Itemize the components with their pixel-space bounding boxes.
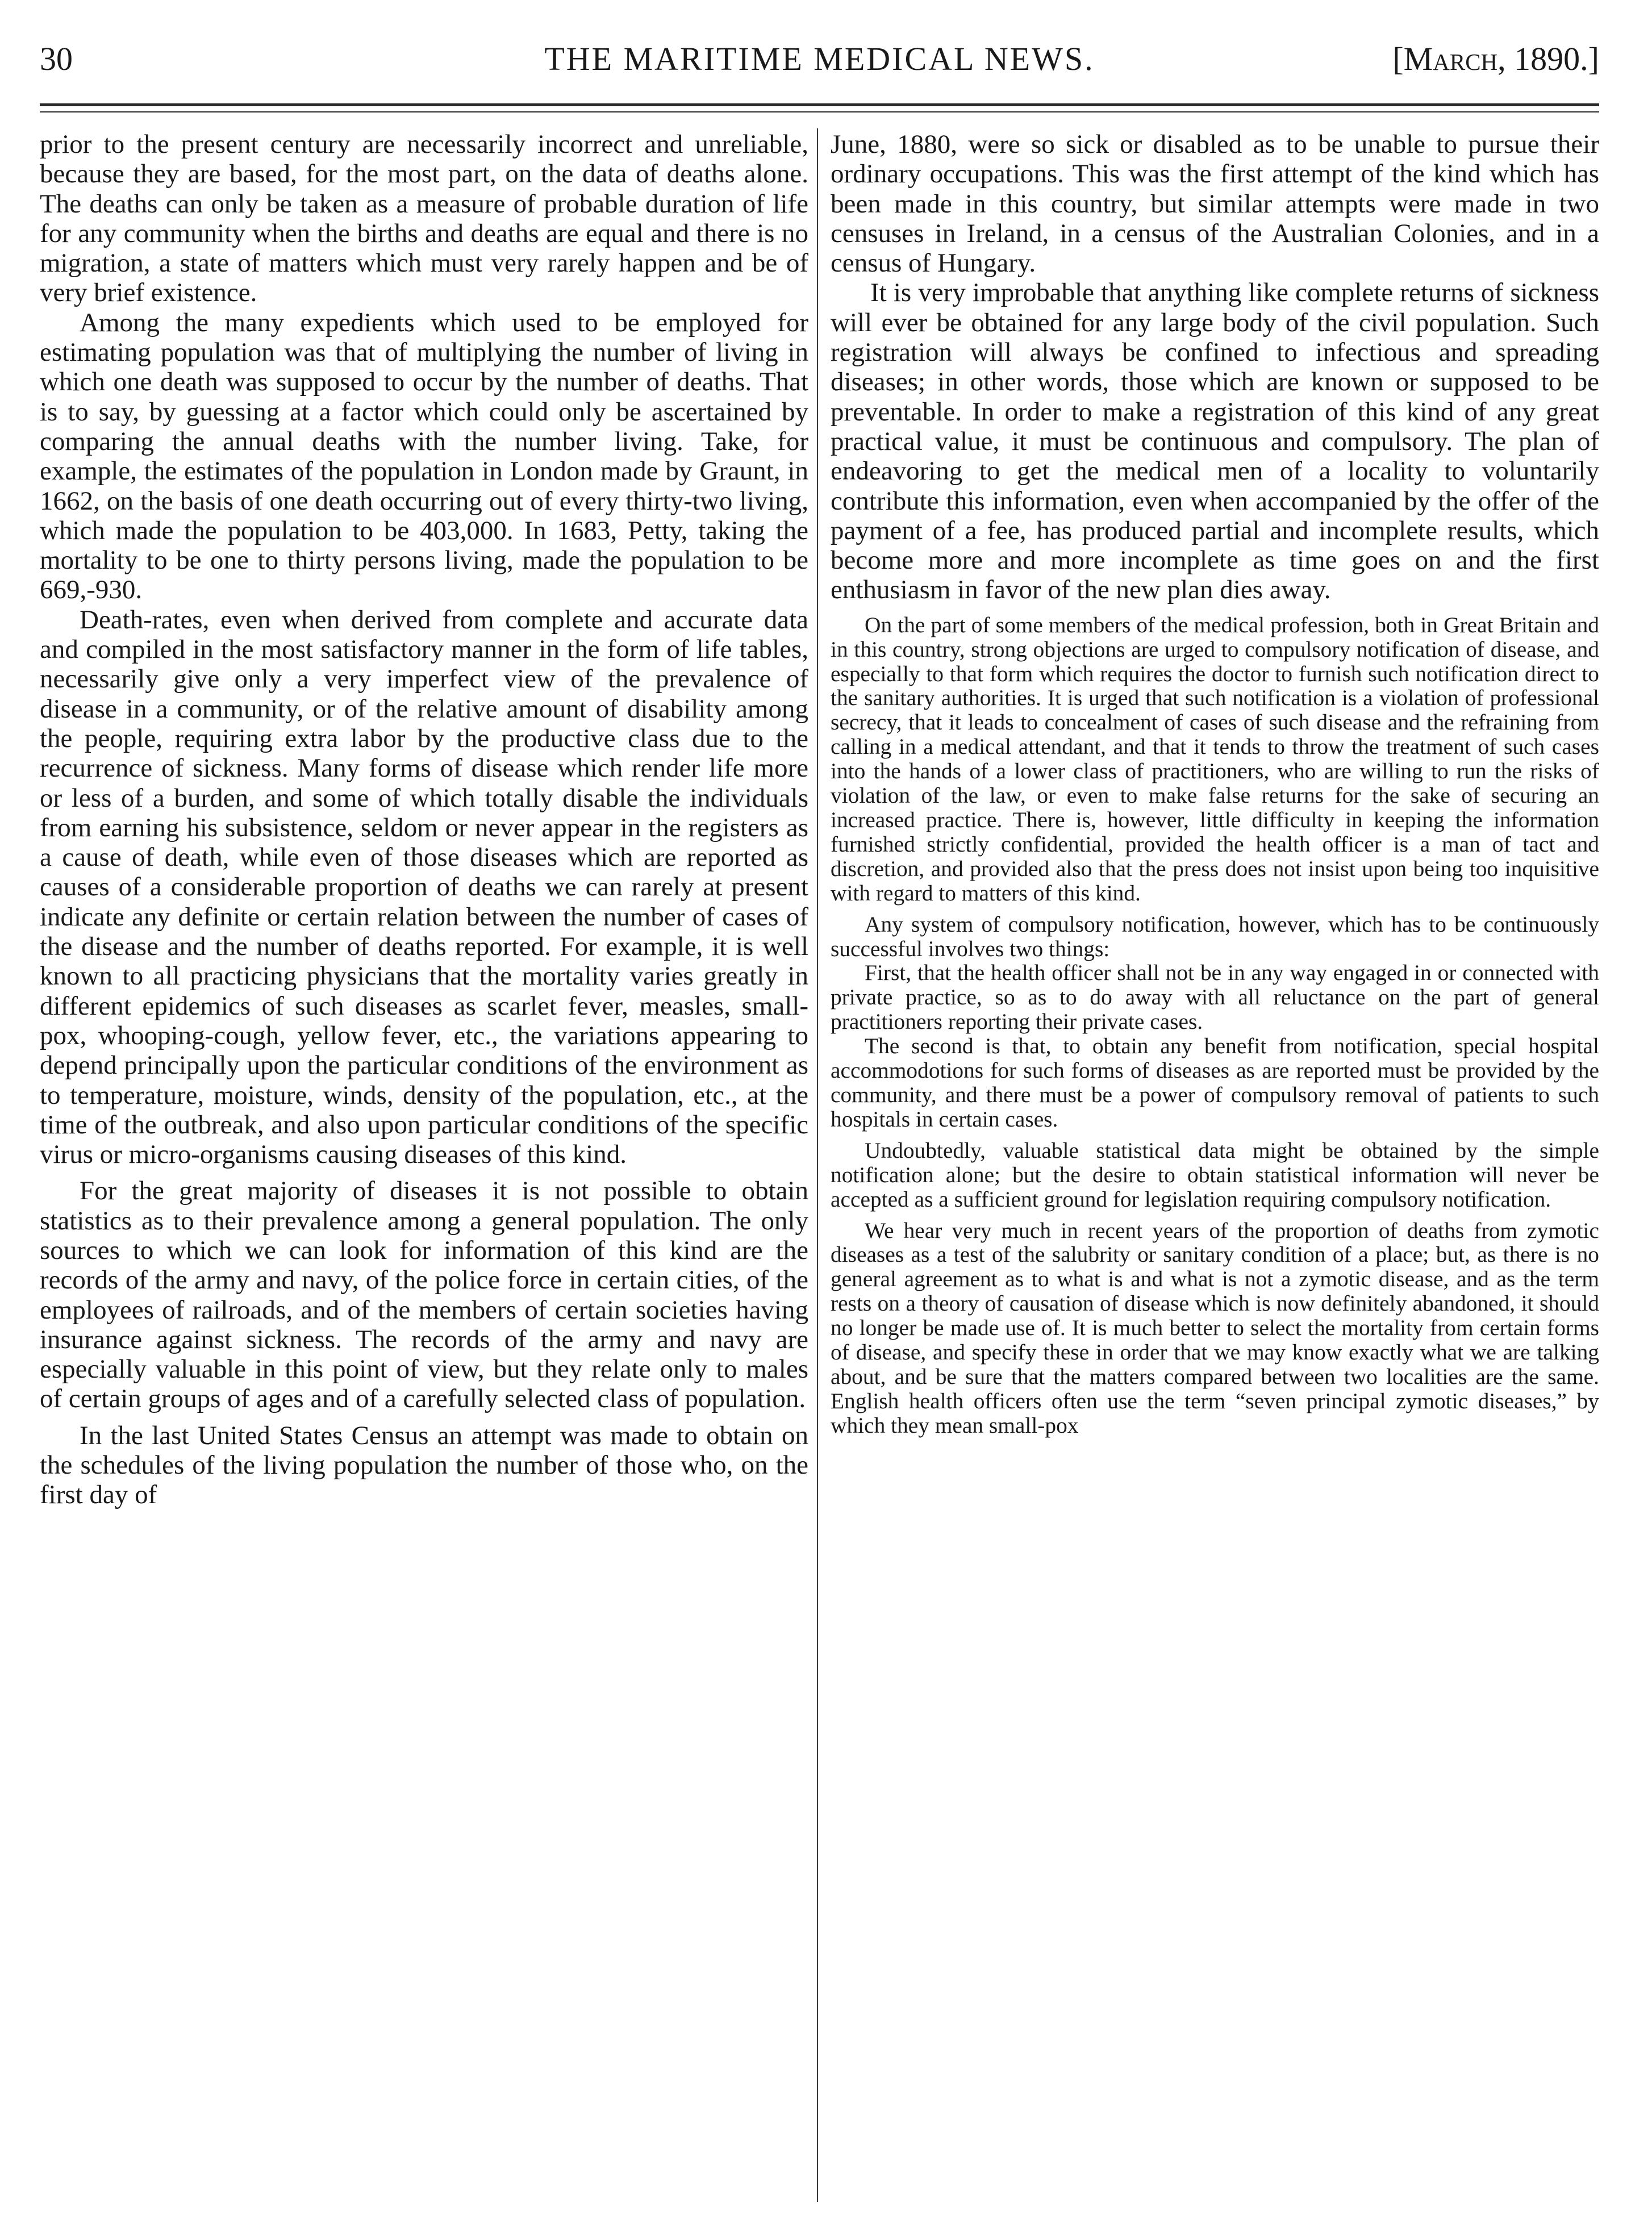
column-divider	[817, 128, 818, 2202]
issue-date	[1392, 40, 1599, 78]
right-column-small-text	[831, 613, 1599, 1438]
paragraph: Any system of compulsory notification, however, which has to be continuously successful involves two things:	[831, 911, 1599, 961]
paragraph: Among the many expedients which used to be employed for estimating population was that of multiplying the number of living in which one death was supposed to occur by the number of deaths. That is to say, by guessing at a factor which could only be ascertained by comparing the annual deaths with the number living. Take, for example, the estimates of the population in London made by Graunt, in 1662, on the basis of one death occurring out of every thirty-two living, which made the population to be 403,000. In 1683, Petty, taking the mortality to be one to thirty persons living, made the population to be 669,-930.	[40, 307, 808, 605]
paragraph: June, 1880, were so sick or disabled as to be unable to pursue their ordinary occupations. This was the first attempt of the kind which has been made in this country, but similar attempts were made in two censuses in Ireland, in a census of the Australian Colonies, and in a census of Hungary.	[831, 130, 1599, 278]
paragraph: prior to the present century are necessarily incorrect and unreliable, because they are based, for the most part, on the data of deaths alone. The deaths can only be taken as a measure of probable duration of life for any community when the births and deaths are equal and there is no migration, a state of matters which must very rarely happen and be of very brief existence.	[40, 130, 808, 308]
paragraph: It is very improbable that anything like complete returns of sickness will ever be obtained for any large body of the civil population. Such registration will always be confined to infectious and spreading diseases; in other words, those which are known or supposed to be preventable. In order to make a registration of this kind of any great practical value, it must be continuous and compulsory. The plan of endeavoring to get the medical men of a locality to voluntarily contribute this information, even when accompanied by the offer of the payment of a fee, has produced partial and incomplete results, which become more and more incomplete as time goes on and the first enthusiasm in favor of the new plan dies away.	[831, 278, 1599, 605]
header-rule-thin	[40, 111, 1599, 112]
paragraph: First, that the health officer shall not be in any way engaged in or connected with private practice, so as to do away with all reluctance on the part of general practitioners reporting their private cases.	[831, 960, 1599, 1034]
page-header	[40, 40, 1599, 102]
issue-date-open: [	[1392, 40, 1404, 77]
journal-title: THE MARITIME MEDICAL NEWS.	[544, 40, 1095, 77]
issue-date-month: March	[1403, 40, 1498, 77]
paragraph: Undoubtedly, valuable statistical data might be obtained by the simple notification alone; but the desire to obtain statistical information will never be accepted as a sufficient ground for legislation requiring compulsory notification.	[831, 1137, 1599, 1212]
right-column	[831, 130, 1599, 2197]
right-column-large-text	[831, 130, 1599, 605]
paragraph: On the part of some members of the medical profession, both in Great Britain and in this country, strong objections are urged to compulsory notification of disease, and especially to that form which requires the doctor to furnish such notification direct to the sanitary authorities. It is urged that such notification is a violation of professional secrecy, that it leads to concealment of cases of such disease and the refraining from calling in a medical attendant, and that it tends to throw the treatment of such cases into the hands of a lower class of practitioners, who are willing to run the risks of violation of the law, or even to make false returns for the sake of securing an increased practice. There is, however, little difficulty in keeping the information furnished strictly confidential, provided the health officer is a man of tact and discretion, and provided also that the press does not insist upon being too inquisitive with regard to matters of this kind.	[831, 612, 1599, 906]
paragraph: For the great majority of diseases it is not possible to obtain statistics as to their prevalence among a general population. The only sources to which we can look for information of this kind are the records of the army and navy, of the police force in certain cities, of the employees of railroads, and of the members of certain societies having insurance against sickness. The records of the army and navy are especially valuable in this point of view, but they relate only to males of certain groups of ages and of a carefully selected class of population.	[40, 1176, 808, 1414]
left-column	[40, 130, 808, 2197]
paragraph: In the last United States Census an attempt was made to obtain on the schedules of the living population the number of those who, on the first day of	[40, 1420, 808, 1510]
page-number: 30	[40, 40, 73, 77]
paragraph: Death-rates, even when derived from complete and accurate data and compiled in the most satisfactory manner in the form of life tables, necessarily give only a very imperfect view of the prevalence of disease in a community, or of the relative amount of disability among the people, requiring extra labor by the productive class due to the recurrence of sickness. Many forms of disease which render life more or less of a burden, and some of which totally disable the individuals from earning his subsistence, seldom or never appear in the registers as a cause of death, while even of those diseases which are reported as causes of a considerable proportion of deaths we can rarely at present indicate any definite or certain relation between the number of cases of the disease and the number of deaths reported. For example, it is well known to all practicing physicians that the mortality varies greatly in different epidemics of such diseases as scarlet fever, measles, small-pox, whooping-cough, yellow fever, etc., the variations appearing to depend principally upon the particular conditions of the environment as to temperature, moisture, winds, density of the population, etc., at the time of the outbreak, and also upon particular conditions of the specific virus or micro-organisms causing diseases of this kind.	[40, 604, 808, 1170]
issue-date-year: , 1890.]	[1497, 40, 1599, 77]
paragraph: We hear very much in recent years of the proportion of deaths from zymotic diseases as a test of the salubrity or sanitary condition of a place; but, as there is no general agreement as to what is and what is not a zymotic disease, and as the term rests on a theory of causation of disease which is now definitely abandoned, it should no longer be made use of. It is much better to select the mortality from certain forms of disease, and specify these in order that we may know exactly what we are talking about, and be sure that the matters compared between two localities are the same. English health officers often use the term “seven principal zymotic diseases,” by which they mean small-pox	[831, 1217, 1599, 1438]
header-rule-thick	[40, 103, 1599, 106]
paragraph: The second is that, to obtain any benefit from notification, special hospital accommodotions for such forms of diseases as are reported must be provided by the community, and there must be a power of compulsory removal of patients to such hospitals in certain cases.	[831, 1033, 1599, 1132]
